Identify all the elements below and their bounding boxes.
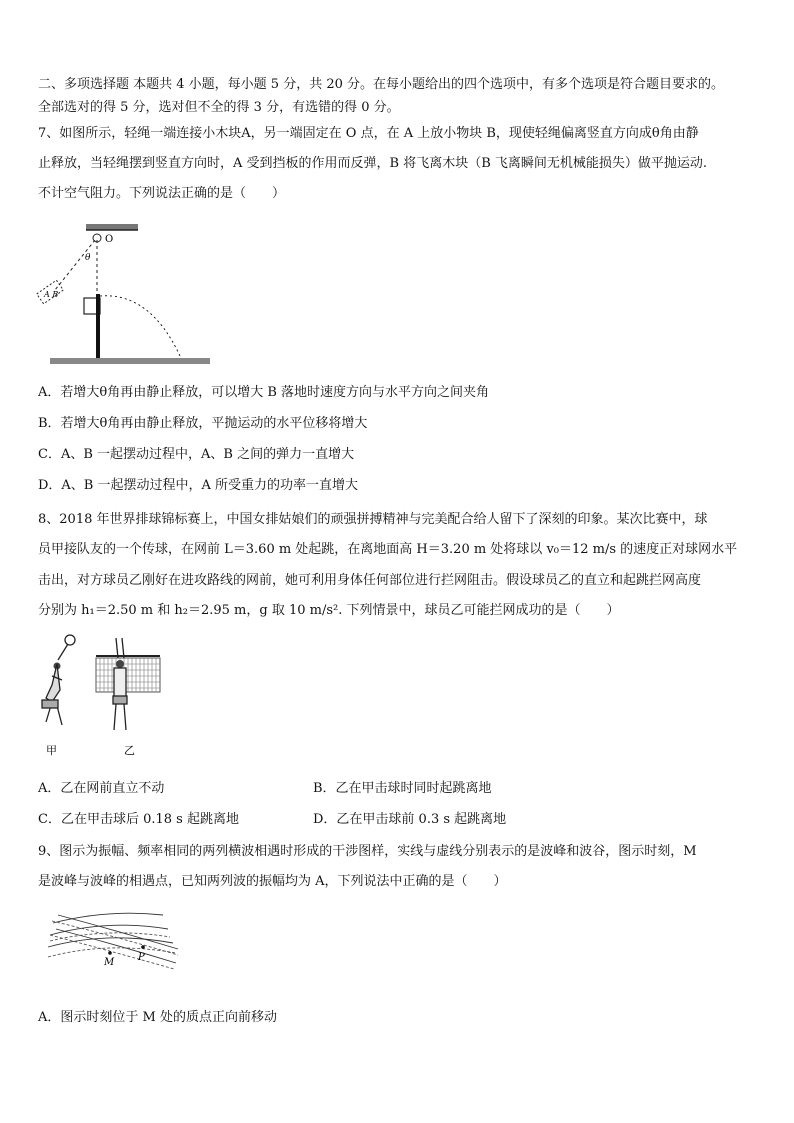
q8-stem-line-3: 击出，对方球员乙刚好在进攻路线的网前，她可利用身体任何部位进行拦网阻击。假设球员乙的直立和起跳拦网高度: [38, 573, 702, 588]
label-p: P: [138, 952, 145, 963]
q8-stem-line-2: 员甲接队友的一个传球，在网前 L＝3.60 m 处起跳，在离地面高 H＝3.20 m 处将球以 v₀＝12 m/s 的速度正对球网水平: [38, 542, 738, 557]
q7-stem-line-2: 止释放，当轻绳摆到竖直方向时，A 受到挡板的作用而反弹，B 将飞离木块（B 飞离瞬间无机械能损失）做平抛运动.: [38, 156, 708, 171]
wave-crests: [48, 913, 178, 963]
projectile-path: [100, 296, 180, 356]
player-yi: [113, 638, 127, 730]
q8-option-b: B．乙在甲击球时同时起跳离地: [313, 781, 492, 796]
baffle-post: [96, 294, 100, 358]
q7-stem-line-1: 7、如图所示，轻绳一端连接小木块A，另一端固定在 O 点，在 A 上放小物块 B，现使轻绳偏离竖直方向成θ角由静: [38, 126, 699, 141]
ground: [50, 358, 210, 364]
label-ab: A B: [44, 290, 59, 299]
label-yi: 乙: [124, 744, 135, 757]
q7-option-c: C．A、B 一起摆动过程中，A、B 之间的弹力一直增大: [38, 447, 355, 462]
q7-pendulum-figure: [30, 222, 210, 367]
q9-option-a: A．图示时刻位于 M 处的质点正向前移动: [38, 1010, 277, 1025]
q7-stem-line-3: 不计空气阻力。下列说法正确的是（ ）: [38, 186, 286, 201]
section-header-line-1: 二、多项选择题 本题共 4 小题，每小题 5 分，共 20 分。在每小题给出的四个选项中，有多个选项是符合题目要求的。: [38, 77, 725, 92]
label-jia: 甲: [46, 744, 57, 757]
q8-volleyball-figure: [30, 630, 170, 765]
q8-option-c: C．乙在甲击球后 0.18 s 起跳离地: [38, 812, 239, 827]
q8-option-d: D．乙在甲击球前 0.3 s 起跳离地: [313, 812, 507, 827]
label-theta: θ: [85, 253, 91, 263]
section-header-line-2: 全部选对的得 5 分，选对但不全的得 3 分，有选错的得 0 分。: [38, 100, 400, 115]
q7-option-a: A．若增大θ角再由静止释放，可以增大 B 落地时速度方向与水平方向之间夹角: [38, 385, 490, 400]
label-m: M: [104, 957, 115, 968]
q7-option-d: D．A、B 一起摆动过程中，A 所受重力的功率一直增大: [38, 478, 359, 493]
q8-stem-line-4: 分别为 h₁＝2.50 m 和 h₂＝2.95 m，g 取 10 m/s². 下列情景中，球员乙可能拦网成功的是（ ）: [38, 603, 620, 618]
q8-option-a: A．乙在网前直立不动: [38, 781, 165, 796]
ceiling-hatch: [86, 224, 138, 230]
q9-stem-line-1: 9、图示为振幅、频率相同的两列横波相遇时形成的干涉图样，实线与虚线分别表示的是波峰和波谷，图示时刻，M: [38, 844, 697, 859]
q9-interference-figure: [38, 905, 188, 975]
label-o: O: [105, 234, 114, 245]
point-p: [141, 945, 145, 949]
player-jia: [42, 635, 75, 725]
volleyball-net: [96, 656, 160, 692]
q7-option-b: B．若增大θ角再由静止释放，平抛运动的水平位移将增大: [38, 416, 368, 431]
q9-stem-line-2: 是波峰与波峰的相遇点，已知两列波的振幅均为 A，下列说法中正确的是（ ）: [38, 874, 507, 889]
q8-stem-line-1: 8、2018 年世界排球锦标赛上，中国女排姑娘们的顽强拼搏精神与完美配合给人留下了深刻的印象。某次比赛中，球: [38, 512, 708, 527]
point-m: [108, 951, 112, 955]
